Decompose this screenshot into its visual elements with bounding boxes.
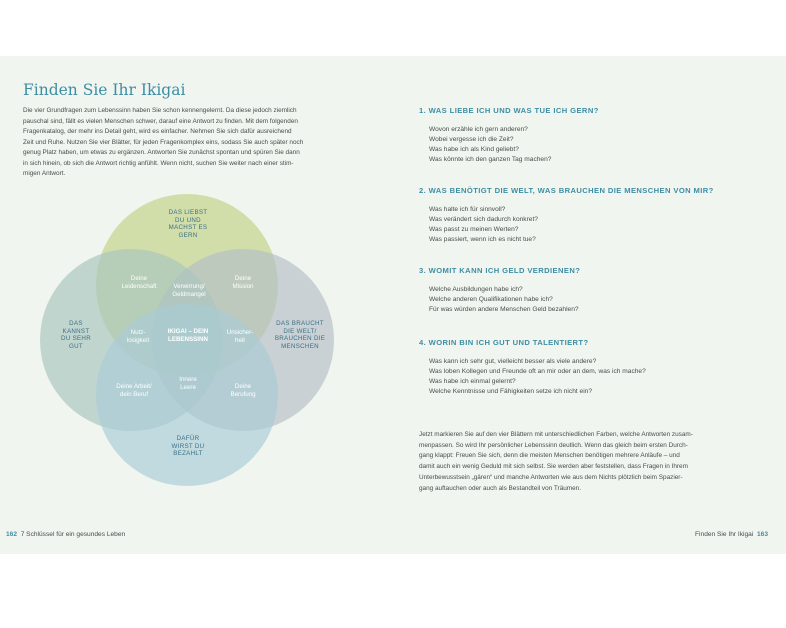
question-item: Wovon erzähle ich gern anderen? (429, 126, 528, 133)
venn-label-line: GUT (69, 342, 83, 350)
venn-label-line: Unsicher- (226, 329, 254, 336)
venn-label-line: KANNST (62, 327, 90, 335)
question-item: Was passt zu meinen Werten? (429, 226, 519, 234)
venn-label-passion (121, 275, 156, 290)
question-heading: 4. WORIN BIN ICH GUT UND TALENTIERT? (419, 338, 589, 347)
venn-label-line: DAS LIEBST (168, 209, 208, 216)
intro-line: migen Antwort. (23, 170, 66, 177)
closing-paragraph (419, 430, 749, 494)
venn-label-good-at (61, 320, 91, 350)
venn-label-line: Deine Arbeit/ (116, 383, 152, 390)
venn-label-line: DIE WELT/ (283, 327, 317, 335)
venn-label-line: DU SEHR (61, 335, 91, 343)
venn-label-line: Verwirrung/ (173, 283, 205, 290)
venn-label-line: BEZAHLT (173, 450, 203, 458)
intro-line: Zeit und Ruhe. Nutzen Sie vier Blätter, für jeden Fragenkomplex eins, sodass Sie auch später noch (23, 138, 304, 146)
venn-label-line: losigkeit (126, 336, 150, 344)
venn-label-line: dein Beruf (119, 390, 149, 398)
question-list (429, 285, 759, 315)
page-title: Finden Sie Ihr Ikigai (23, 81, 186, 99)
footer-right (695, 531, 768, 538)
venn-label-line: DAS BRAUCHT (276, 320, 324, 327)
question-item: Was habe ich als Kind geliebt? (429, 146, 519, 154)
intro-line: in sich hinein, ob sich die Antwort richtig anfühlt. Wenn nicht, suchen Sie weiter nach einer stim- (23, 159, 294, 167)
venn-label-line: IKIGAI – DEIN (167, 328, 209, 335)
venn-label-line: Leere (180, 383, 196, 391)
question-item: Was loben Kollegen und Freunde oft an mir oder an dem, was ich mache? (429, 368, 646, 376)
question-item: Was habe ich einmal gelernt? (429, 378, 516, 386)
venn-label-center-ikigai (168, 328, 209, 343)
question-item: Was passiert, wenn ich es nicht tue? (429, 236, 536, 244)
venn-label-uselessness (127, 329, 149, 344)
venn-label-abundance (172, 283, 205, 298)
venn-label-line: DAS (69, 320, 83, 327)
question-list (429, 125, 759, 165)
closing-line: Unterbewusstsein „gären“ und manche Antworten wie aus dem Nichts plötzlich beim Spazier- (419, 473, 683, 481)
venn-label-line: WIRST DU (171, 442, 205, 450)
intro-line: Die vier Grundfragen zum Lebenssinn haben Sie schon kennengelernt. Da diese jedoch ziemlich (23, 107, 297, 114)
venn-label-line: BRAUCHEN DIE (274, 335, 326, 343)
venn-label-line: heit (235, 336, 245, 344)
question-item: Was halte ich für sinnvoll? (429, 206, 506, 213)
venn-label-mission (233, 275, 254, 290)
closing-line: damit auch ein wenig Geduld mit sich selbst. Sie werden aber feststellen, dass Fragen in Ihrem (419, 463, 688, 471)
intro-line: pauschal sind, fällt es vielen Menschen schwer, darauf eine Antwort zu finden. Mit dem folgenden (23, 117, 298, 125)
question-item: Was kann ich sehr gut, vielleicht besser als viele andere? (429, 358, 597, 365)
question-item: Für was würden andere Menschen Geld bezahlen? (429, 306, 579, 314)
footer-left (6, 531, 125, 538)
venn-label-line: Deine (234, 383, 252, 390)
footer-left-text: 7 Schlüssel für ein gesundes Leben (20, 531, 126, 538)
question-item: Wobei vergesse ich die Zeit? (429, 136, 514, 144)
venn-label-line: Geldmangel (172, 290, 206, 298)
venn-label-profession (116, 383, 151, 398)
venn-label-line: Mission (232, 282, 254, 290)
venn-label-line: DU UND (175, 216, 201, 224)
venn-label-love (169, 209, 208, 239)
closing-line: menpassen. So wird Ihr persönlicher Lebenssinn deutlich. Wenn das gleich beim ersten Durch- (419, 441, 688, 449)
question-item: Was könnte ich den ganzen Tag machen? (429, 156, 552, 164)
question-block-1 (419, 106, 759, 165)
venn-label-line: Deine (130, 275, 148, 282)
question-block-2 (419, 186, 759, 245)
venn-label-line: MENSCHEN (281, 342, 319, 350)
venn-label-line: Leidenschaft (121, 282, 157, 290)
page-number-left: 162 (6, 531, 18, 538)
venn-label-world-needs (275, 320, 325, 350)
question-item: Was verändert sich dadurch konkret? (429, 216, 538, 224)
question-heading: 1. WAS LIEBE ICH UND WAS TUE ICH GERN? (419, 106, 599, 115)
closing-line: Jetzt markieren Sie auf den vier Blättern mit unterschiedlichen Farben, welche Antworten zusam- (419, 431, 693, 438)
venn-label-paid-for (172, 435, 205, 458)
venn-label-line: LEBENSSINN (168, 335, 208, 343)
closing-line: gang klappt: Freuen Sie sich, denn die meisten Menschen benötigen mehrere Anläufe – und (419, 452, 680, 460)
question-list (429, 357, 759, 397)
venn-label-line: Nutz- (130, 329, 146, 336)
footer-right-text: Finden Sie Ihr Ikigai (695, 531, 754, 538)
venn-label-uncertainty (227, 329, 253, 344)
question-item: Welche anderen Qualifikationen habe ich? (429, 296, 553, 304)
intro-line: Fragenkatalog, der mehr ins Detail geht, wird es einfacher. Nehmen Sie sich dafür ausreichend (23, 128, 292, 135)
venn-label-line: Innere (179, 376, 197, 383)
question-heading: 2. WAS BENÖTIGT DIE WELT, WAS BRAUCHEN DIE MENSCHEN VON MIR? (419, 186, 714, 195)
venn-label-line: Berufung (230, 390, 256, 398)
venn-label-line: Deine (234, 275, 252, 282)
question-block-4 (419, 338, 759, 397)
question-block-3 (419, 266, 759, 315)
intro-line: genug Platz haben, um etwas zu ergänzen. Antworten Sie zunächst spontan und spüren Sie dann (23, 149, 300, 156)
venn-label-emptiness (179, 376, 197, 391)
question-item: Welche Kenntnisse und Fähigkeiten setze ich nicht ein? (429, 388, 592, 396)
question-heading: 3. WOMIT KANN ICH GELD VERDIENEN? (419, 266, 581, 275)
venn-label-vocation (230, 383, 255, 398)
question-item: Welche Ausbildungen habe ich? (429, 286, 523, 293)
venn-label-line: MACHST ES (168, 224, 208, 232)
closing-line: gang auftauchen oder auch als Bestandteil von Träumen. (419, 484, 582, 492)
page-number-right: 163 (756, 531, 768, 538)
question-list (429, 205, 759, 245)
venn-label-line: GERN (178, 231, 198, 239)
venn-label-line: DAFÜR (176, 435, 200, 442)
